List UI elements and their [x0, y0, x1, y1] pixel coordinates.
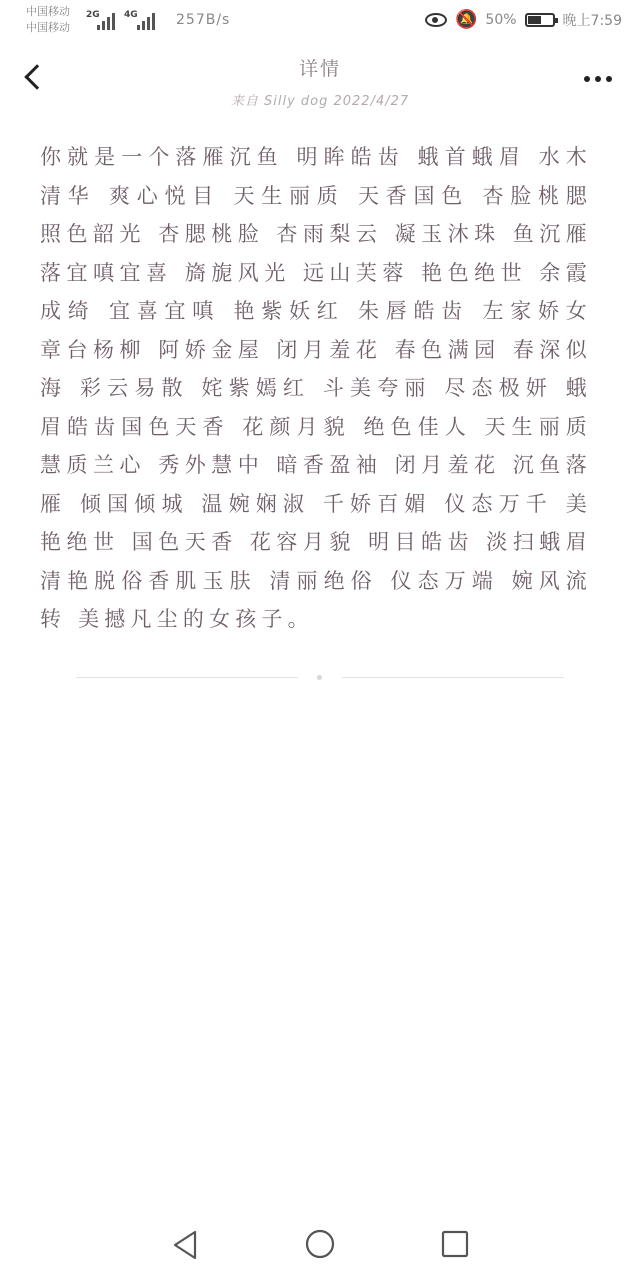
- app-header: [0, 46, 640, 116]
- divider-left: [76, 677, 298, 678]
- network-speed: 257B/s: [176, 12, 231, 28]
- bell-muted-icon: 🔕: [455, 9, 478, 30]
- post-body-text: 你就是一个落雁沉鱼 明眸皓齿 蛾首蛾眉 水木清华 爽心悦目 天生丽质 天香国色 杏脸桃腮 照色韶光 杏腮桃脸 杏雨梨云 凝玉沐珠 鱼沉雁落宜嗔宜喜 旖旎风光 远山芙蓉 艳色绝世 余霞成绮 宜喜宜嗔 艳紫妖红 朱唇皓齿 左家娇女 章台杨柳 阿娇金屋 闭月羞花 春色满园 春深似海 彩云易散 姹紫嫣红 斗美夸丽 尽态极妍 蛾眉皓齿国色天香 花颜月貌 绝色佳人 天生丽质 慧质兰心 秀外慧中 暗香盈袖 闭月羞花 沉鱼落雁 倾国倾城 温婉娴淑 千娇百媚 仪态万千 美艳绝世 国色天香 花容月貌 明目皓齿 淡扫蛾眉 清艳脱俗香肌玉肤 清丽绝俗 仪态万端 婉风流转 美撼凡尘的女孩子。: [40, 145, 592, 631]
- carrier-labels: [26, 4, 70, 36]
- more-icon[interactable]: [584, 76, 612, 82]
- signal-icon-1: [97, 12, 115, 30]
- nav-recent-icon[interactable]: [441, 1230, 469, 1258]
- carrier-2: 中国移动: [26, 21, 70, 34]
- page-title: 详情: [298, 58, 341, 80]
- divider-right: [342, 677, 564, 678]
- clock: 晚上7:59: [562, 12, 622, 29]
- net-type-2: 4G: [124, 10, 138, 20]
- post-meta: 来自 Silly dog 2022/4/27: [230, 94, 410, 109]
- post-content: [40, 138, 592, 639]
- system-nav-bar: [0, 1212, 640, 1280]
- nav-home-icon[interactable]: [304, 1228, 336, 1260]
- battery-percent: 50%: [485, 11, 517, 28]
- eye-icon: [425, 13, 447, 27]
- status-bar: [0, 0, 640, 44]
- signal-icon-2: [137, 12, 155, 30]
- battery-icon: [525, 13, 555, 27]
- net-type-1: 2G: [86, 10, 100, 20]
- carrier-1: 中国移动: [26, 5, 70, 18]
- divider-dot: [317, 675, 322, 680]
